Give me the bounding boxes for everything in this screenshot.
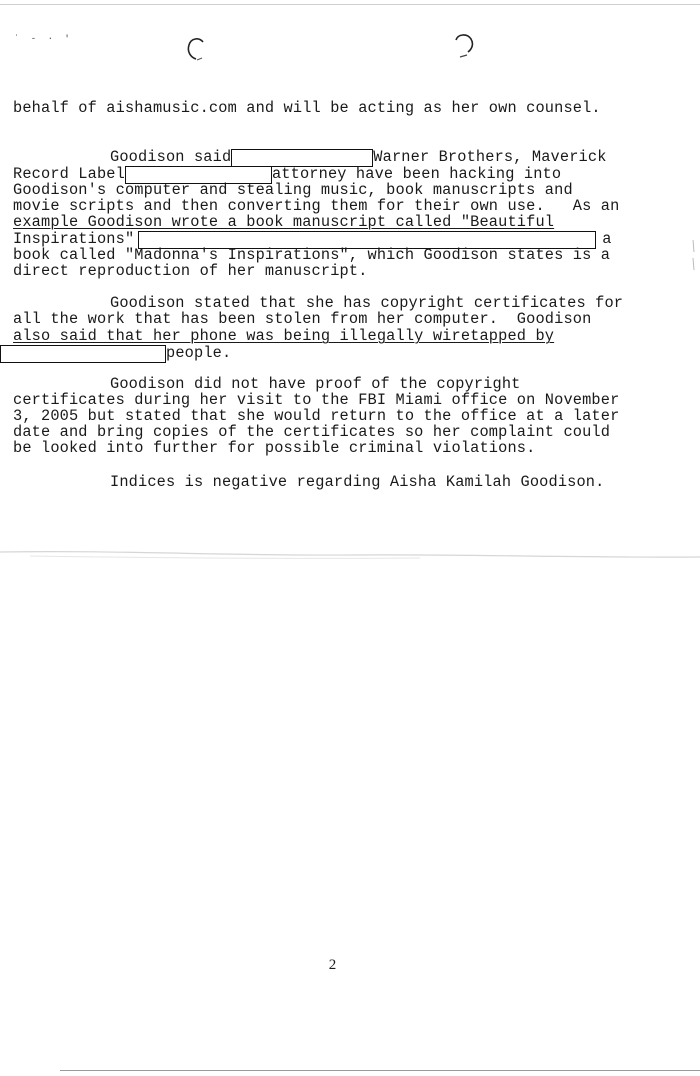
page-number: 2 bbox=[328, 957, 337, 973]
scan-edge-mark bbox=[692, 240, 695, 280]
text-line: Goodison did not have proof of the copyright bbox=[110, 375, 521, 393]
text-line: book called "Madonna's Inspirations", which Goodison states is a bbox=[13, 246, 611, 264]
text-line: all the work that has been stolen from her computer. Goodison bbox=[13, 310, 592, 328]
punch-hole-left-icon bbox=[186, 36, 208, 62]
redaction-box bbox=[0, 345, 166, 363]
text-line: example Goodison wrote a book manuscript called "Beautiful bbox=[13, 213, 555, 231]
text-line: Inspirations" a bbox=[13, 230, 612, 248]
scan-fold-smudge bbox=[0, 548, 700, 562]
text-line: direct reproduction of her manuscript. bbox=[13, 262, 368, 280]
scan-specks: ʿ - · ' bbox=[14, 34, 73, 44]
text-line: Goodison stated that she has copyright certificates for bbox=[110, 294, 624, 312]
scan-bottom-edge bbox=[60, 1070, 700, 1071]
scan-top-edge bbox=[0, 4, 700, 5]
text-line: Indices is negative regarding Aisha Kamilah Goodison. bbox=[110, 473, 605, 491]
text-line: Goodison's computer and stealing music, book manuscripts and bbox=[13, 181, 573, 199]
text-line: date and bring copies of the certificates so her complaint could bbox=[13, 423, 611, 441]
text-line: be looked into further for possible criminal violations. bbox=[13, 439, 536, 457]
text-line: behalf of aishamusic.com and will be acting as her own counsel. bbox=[13, 99, 601, 117]
text-line: Record Label attorney have been hacking into bbox=[13, 165, 562, 183]
text-line: people. bbox=[0, 345, 231, 363]
text-line: certificates during her visit to the FBI Miami office on November bbox=[13, 391, 620, 409]
text-line: Goodison said Warner Brothers, Maverick bbox=[110, 148, 607, 166]
text-line: also said that her phone was being illegally wiretapped by bbox=[13, 327, 555, 345]
text-line: 3, 2005 but stated that she would return to the office at a later bbox=[13, 407, 620, 425]
text-line: movie scripts and then converting them for their own use. As an bbox=[13, 197, 620, 215]
punch-hole-right-icon bbox=[452, 32, 474, 58]
